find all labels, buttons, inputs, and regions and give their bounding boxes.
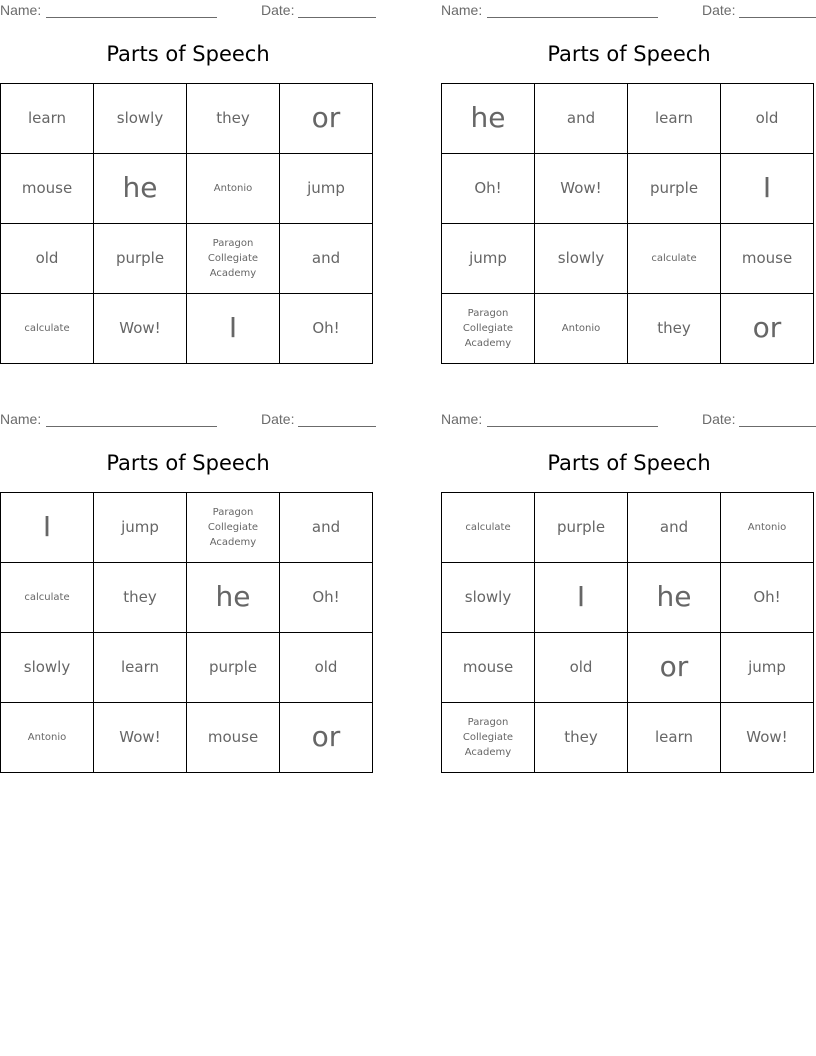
- name-label: Name:: [441, 2, 483, 18]
- bingo-cell[interactable]: he: [442, 84, 535, 154]
- card-title: Parts of Speech: [106, 451, 270, 475]
- grid-row: [1, 154, 373, 224]
- name-field[interactable]: [46, 17, 217, 18]
- bingo-cell[interactable]: jump: [94, 493, 187, 563]
- name-date-bar: [0, 2, 376, 18]
- card-title: Parts of Speech: [106, 42, 270, 66]
- bingo-cell[interactable]: jump: [280, 154, 373, 224]
- name-field[interactable]: [46, 426, 217, 427]
- bingo-cell[interactable]: I: [721, 154, 814, 224]
- grid-row: [442, 563, 814, 633]
- bingo-cell[interactable]: I: [187, 294, 280, 364]
- bingo-cell[interactable]: he: [628, 563, 721, 633]
- name-date-bar: [441, 411, 816, 427]
- bingo-cell[interactable]: purple: [94, 224, 187, 294]
- name-label: Name:: [441, 411, 483, 427]
- bingo-cell[interactable]: purple: [628, 154, 721, 224]
- grid-row: [1, 224, 373, 294]
- bingo-cell[interactable]: or: [628, 633, 721, 703]
- grid-row: [1, 563, 373, 633]
- bingo-cell[interactable]: Antonio: [187, 154, 280, 224]
- bingo-grid: [0, 492, 373, 773]
- bingo-cell[interactable]: learn: [1, 84, 94, 154]
- date-field[interactable]: [739, 17, 816, 18]
- bingo-cell[interactable]: learn: [94, 633, 187, 703]
- grid-row: [442, 154, 814, 224]
- grid-row: [442, 294, 814, 364]
- bingo-cell[interactable]: old: [280, 633, 373, 703]
- grid-row: [1, 703, 373, 773]
- date-field[interactable]: [298, 17, 376, 18]
- bingo-cell[interactable]: old: [1, 224, 94, 294]
- bingo-cell[interactable]: he: [94, 154, 187, 224]
- date-label: Date:: [702, 411, 736, 427]
- name-label: Name:: [0, 2, 42, 18]
- bingo-cell[interactable]: Antonio: [535, 294, 628, 364]
- bingo-cell[interactable]: Oh!: [721, 563, 814, 633]
- bingo-cell[interactable]: mouse: [442, 633, 535, 703]
- grid-row: [1, 84, 373, 154]
- grid-row: [442, 493, 814, 563]
- name-date-bar: [0, 411, 376, 427]
- bingo-cell[interactable]: slowly: [442, 563, 535, 633]
- bingo-grid: [441, 83, 814, 364]
- bingo-cell[interactable]: Antonio: [721, 493, 814, 563]
- grid-row: [442, 224, 814, 294]
- bingo-cell[interactable]: slowly: [94, 84, 187, 154]
- date-label: Date:: [261, 411, 295, 427]
- grid-row: [1, 493, 373, 563]
- date-label: Date:: [261, 2, 295, 18]
- name-date-bar: [441, 2, 816, 18]
- card-title: Parts of Speech: [547, 42, 711, 66]
- bingo-cell[interactable]: they: [94, 563, 187, 633]
- bingo-cell[interactable]: slowly: [535, 224, 628, 294]
- bingo-cell[interactable]: calculate: [1, 563, 94, 633]
- bingo-cell[interactable]: calculate: [1, 294, 94, 364]
- bingo-cell[interactable]: learn: [628, 703, 721, 773]
- bingo-cell[interactable]: or: [280, 84, 373, 154]
- bingo-cell[interactable]: purple: [187, 633, 280, 703]
- bingo-cell[interactable]: old: [721, 84, 814, 154]
- bingo-cell[interactable]: or: [721, 294, 814, 364]
- bingo-cell[interactable]: and: [280, 493, 373, 563]
- bingo-cell[interactable]: Paragon Collegiate Academy: [442, 294, 535, 364]
- bingo-cell[interactable]: Paragon Collegiate Academy: [187, 224, 280, 294]
- grid-row: [442, 84, 814, 154]
- bingo-cell[interactable]: Oh!: [280, 294, 373, 364]
- bingo-cell[interactable]: Wow!: [535, 154, 628, 224]
- bingo-grid: [441, 492, 814, 773]
- bingo-cell[interactable]: mouse: [187, 703, 280, 773]
- bingo-cell[interactable]: I: [1, 493, 94, 563]
- card-title: Parts of Speech: [547, 451, 711, 475]
- bingo-cell[interactable]: or: [280, 703, 373, 773]
- bingo-cell[interactable]: mouse: [1, 154, 94, 224]
- bingo-cell[interactable]: he: [187, 563, 280, 633]
- bingo-cell[interactable]: I: [535, 563, 628, 633]
- bingo-cell[interactable]: old: [535, 633, 628, 703]
- grid-row: [1, 633, 373, 703]
- name-field[interactable]: [487, 426, 658, 427]
- name-field[interactable]: [487, 17, 658, 18]
- bingo-cell[interactable]: calculate: [442, 493, 535, 563]
- bingo-cell[interactable]: Paragon Collegiate Academy: [442, 703, 535, 773]
- date-field[interactable]: [298, 426, 376, 427]
- bingo-cell[interactable]: they: [535, 703, 628, 773]
- bingo-cell[interactable]: jump: [721, 633, 814, 703]
- bingo-cell[interactable]: Oh!: [280, 563, 373, 633]
- bingo-cell[interactable]: Wow!: [94, 703, 187, 773]
- bingo-grid: [0, 83, 373, 364]
- grid-row: [442, 633, 814, 703]
- bingo-cell[interactable]: Antonio: [1, 703, 94, 773]
- bingo-cell[interactable]: Paragon Collegiate Academy: [187, 493, 280, 563]
- bingo-cell[interactable]: and: [628, 493, 721, 563]
- bingo-cell[interactable]: mouse: [721, 224, 814, 294]
- bingo-cell[interactable]: they: [628, 294, 721, 364]
- name-label: Name:: [0, 411, 42, 427]
- bingo-cell[interactable]: learn: [628, 84, 721, 154]
- bingo-cell[interactable]: jump: [442, 224, 535, 294]
- bingo-cell[interactable]: Oh!: [442, 154, 535, 224]
- bingo-cell[interactable]: purple: [535, 493, 628, 563]
- bingo-cell[interactable]: and: [280, 224, 373, 294]
- grid-row: [442, 703, 814, 773]
- bingo-cell[interactable]: Wow!: [94, 294, 187, 364]
- bingo-cell[interactable]: and: [535, 84, 628, 154]
- date-field[interactable]: [739, 426, 816, 427]
- date-label: Date:: [702, 2, 736, 18]
- bingo-cell[interactable]: they: [187, 84, 280, 154]
- bingo-cell[interactable]: calculate: [628, 224, 721, 294]
- grid-row: [1, 294, 373, 364]
- bingo-cell[interactable]: Wow!: [721, 703, 814, 773]
- bingo-cell[interactable]: slowly: [1, 633, 94, 703]
